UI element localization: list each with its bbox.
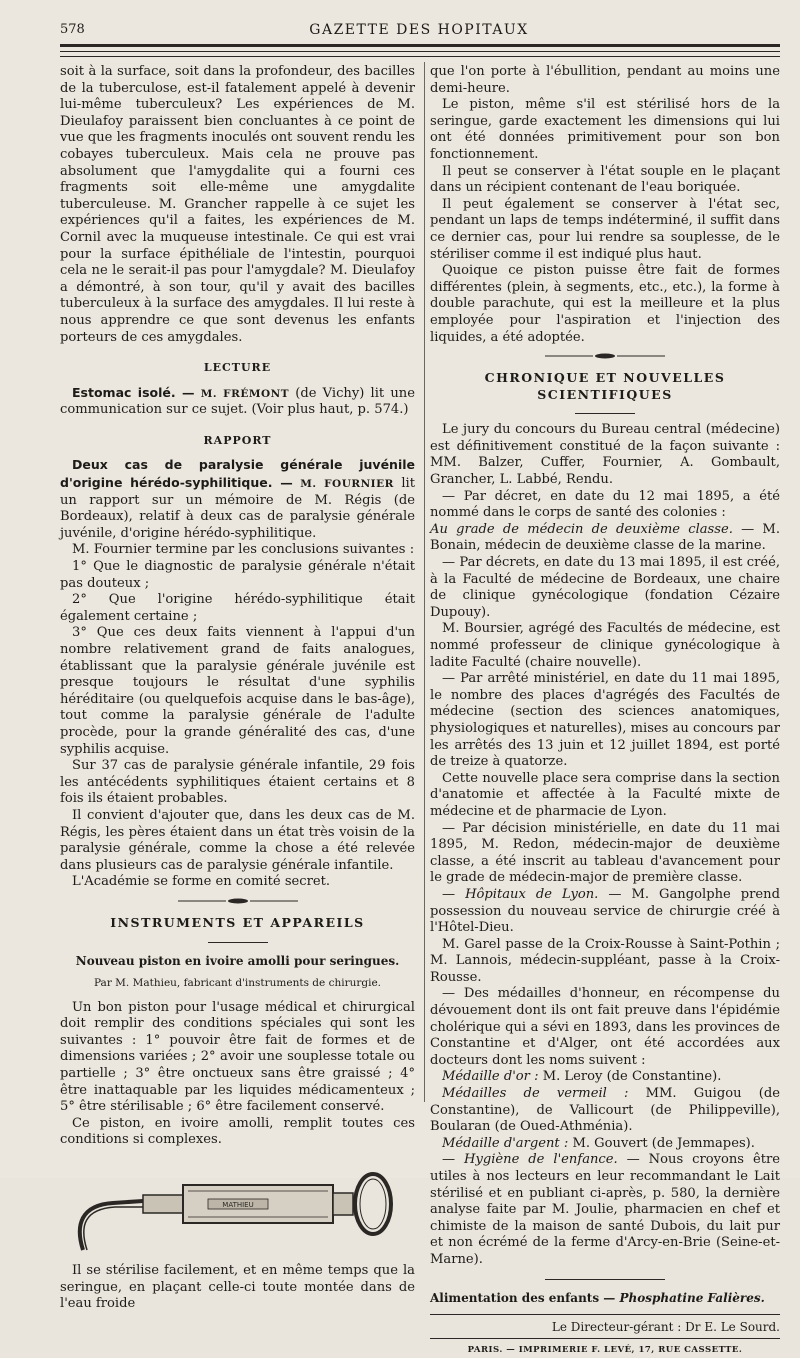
medaille-or-text: M. Leroy (de Constantine). bbox=[542, 1069, 722, 1085]
alimentation-italic: Phosphatine Falières. bbox=[619, 1290, 765, 1305]
rapport-lead: Deux cas de paralysie générale juvénile d'origine hérédo-syphilitique. — bbox=[60, 457, 415, 491]
paragraph-37-cas: Sur 37 cas de paralysie générale infantile, 29 fois les antécédents syphilitiques étaient certains et 8 fois ils étaient probables. bbox=[60, 758, 415, 807]
column-separator bbox=[424, 62, 425, 1102]
syringe-illustration bbox=[73, 1155, 403, 1255]
hygiene-italic: — Hygiène de l'enfance. — bbox=[442, 1152, 640, 1168]
hopitaux-text: M. Gangolphe prend possession du nouveau service de chirurgie créé à l'Hôtel-Dieu. bbox=[430, 886, 780, 936]
conclusion-1: 1° Que le diagnostic de paralysie générale n'était pas douteux ; bbox=[60, 559, 415, 591]
section-heading-instruments: INSTRUMENTS ET APPAREILS bbox=[110, 914, 365, 930]
paragraph-hopitaux-lyon bbox=[430, 887, 780, 937]
medaille-or-label: Médaille d'or : bbox=[442, 1069, 539, 1085]
left-column bbox=[60, 64, 415, 1313]
paragraph-formes: Quoique ce piston puisse être fait de formes différentes (plein, à segments, etc., etc.), la forme à double parachute, qui est la meilleure et la plus employée pour l'aspiration et l'injection des liquides, a été adoptée. bbox=[430, 263, 780, 345]
paragraph-decret-colonies: — Par décret, en date du 12 mai 1895, a été nommé dans le corps de santé des colonies : bbox=[430, 488, 780, 521]
medaille-argent-label: Médaille d'argent : bbox=[442, 1135, 569, 1151]
page-number: 578 bbox=[60, 22, 85, 37]
title-rule bbox=[208, 942, 268, 943]
directeur-gerant: Le Directeur-gérant : Dr E. Le Sourd. bbox=[551, 1320, 780, 1335]
paragraph-amygdales: soit à la surface, soit dans la profondeur, des bacilles de la tuberculose, est-il fatalement appelé à devenir lui-même tuberculeux? Les expériences de M. Dieulafoy paraissent bien concluantes à ce point de vue que les fragments inoculés ont souvent rendu les cobayes tuberculeux. Mais cela ne prouve pas absolument que l'amygdalite qui a fourni ces fragments soit elle-même une amygdalite tuberculeuse. M. Grancher rappelle à ce sujet les expériences qu'il a faites, les expériences de M. Cornil avec la muqueuse intestinale. Ce qui est vrai pour la surface épithéliale de l'intestin, pourquoi cela ne le serait-il pas pour l'amygdale? M. Dieulafoy a démontré, à son tour, qu'il y avait des bacilles tuberculeux à la surface des amygdales. Il lui reste à nous apprendre ce que sont devenus les enfants porteurs de ces amygdales. bbox=[60, 64, 415, 345]
footer-rule-2 bbox=[430, 1338, 780, 1339]
section-heading-lecture: LECTURE bbox=[203, 361, 272, 375]
lecture-lead: Estomac isolé. — bbox=[72, 384, 195, 400]
medaille-vermeil-text: MM. Guigou (de Constantine), de Vallicourt (de Philippeville), Boularan (de Oued-Athménia). bbox=[430, 1086, 780, 1135]
section-heading-chronique: CHRONIQUE ET NOUVELLES SCIENTIFIQUES bbox=[484, 370, 726, 402]
paragraph-ebullition: que l'on porte à l'ébullition, pendant au moins une demi-heure. bbox=[430, 64, 780, 96]
journal-title: GAZETTE DES HOPITAUX bbox=[309, 22, 529, 38]
ornament-divider-right bbox=[545, 352, 665, 360]
hopitaux-italic: — Hôpitaux de Lyon. — bbox=[442, 886, 622, 902]
hygiene-text: Nous croyons être utiles à nos lecteurs en leur recommandant le Lait stérilisé et en publiant ci-après, p. 580, la dernière analyse faite par M. Joulie, pharmacien en chef et chimiste de la maison de santé Dubois, du lait pur et non écrémé de la ferme d'Arcy-en-Brie (Seine-et-Marne). bbox=[430, 1152, 780, 1267]
page-header bbox=[60, 22, 778, 42]
paragraph-nouvelle-place: Cette nouvelle place sera comprise dans la section d'anatomie et affectée à la Faculté mixte de médecine et de pharmacie de Lyon. bbox=[430, 770, 780, 819]
paragraph-decision: — Par décision ministérielle, en date du 11 mai 1895, M. Redon, médecin-major de deuxième classe, a été inscrit au tableau d'avancement pour le grade de médecin-major de première classe. bbox=[430, 820, 780, 886]
paragraph-jury: Le jury du concours du Bureau central (médecine) est définitivement constitué de la façon suivante : MM. Balzer, Cuffer, Fournier, A. Gombault, Grancher, L. Labbé, Rendu. bbox=[430, 422, 780, 488]
paragraph-ivoire: Ce piston, en ivoire amolli, remplit toutes ces conditions si complexes. bbox=[60, 1115, 415, 1148]
medaille-argent bbox=[430, 1136, 780, 1153]
medaille-vermeil-label: Médailles de vermeil : bbox=[442, 1086, 629, 1102]
rapport-text: lit un rapport sur un mémoire de M. Régis (de Bordeaux), relatif à deux cas de paralysie générale juvénile, d'origine hérédo-syphilitique. bbox=[60, 476, 415, 541]
ornament-divider bbox=[178, 897, 298, 905]
imprint-line: PARIS. — IMPRIMERIE F. LEVÉ, 17, RUE CASSETTE. bbox=[467, 1344, 743, 1355]
paragraph-rapport bbox=[60, 457, 415, 542]
alimentation-lead: Alimentation des enfants — bbox=[430, 1290, 616, 1305]
rapport-author: M. FOURNIER bbox=[300, 478, 394, 491]
paragraph-decrets-bordeaux: — Par décrets, en date du 13 mai 1895, il est créé, à la Faculté de médecine de Bordeaux, une chaire de clinique gynécologique (fondation Cézaire Dupouy). bbox=[430, 555, 780, 620]
section-heading-rapport: RAPPORT bbox=[203, 433, 272, 447]
paragraph-medailles: — Des médailles d'honneur, en récompense du dévouement dont ils ont fait preuve dans l'épidémie cholérique qui a sévi en 1893, dans les provinces de Constantine et d'Alger, ont été accordées aux docteurs dont les noms suivent : bbox=[430, 986, 780, 1068]
medaille-vermeil bbox=[430, 1086, 780, 1136]
syringe-label: MATHIEU bbox=[221, 1201, 254, 1210]
paragraph-piston-sterilise: Le piston, même s'il est stérilisé hors de la seringue, garde exactement les dimensions qui lui ont été données primitivement pour son bon fonctionnement. bbox=[430, 97, 780, 162]
header-rule bbox=[60, 44, 780, 47]
article-title-piston: Nouveau piston en ivoire amolli pour seringues. bbox=[75, 953, 400, 968]
paragraph-hygiene bbox=[430, 1152, 780, 1268]
paragraph-grade bbox=[430, 522, 780, 555]
medaille-or bbox=[430, 1069, 780, 1086]
title-rule-right bbox=[575, 413, 635, 414]
alimentation-line bbox=[430, 1290, 780, 1307]
paragraph-usage: Un bon piston pour l'usage médical et chirurgical doit remplir des conditions spéciales qui sont les suivantes : 1° pouvoir être fait de formes et de dimensions variées ; 2° avoir une souplesse totale ou partielle ; 3° être onctueux sans être graissé ; 4° être inattaquable par les liquides médicamenteux ; 5° être stérilisable ; 6° être facilement conservé. bbox=[60, 999, 415, 1115]
paragraph-boursier: M. Boursier, agrégé des Facultés de médecine, est nommé professeur de clinique gynécologique à ladite Faculté (chaire nouvelle). bbox=[430, 621, 780, 670]
grade-italic: Au grade de médecin de deuxième classe. — bbox=[430, 521, 755, 537]
paragraph-convient: Il convient d'ajouter que, dans les deux cas de M. Régis, les pères étaient dans un état très voisin de la paralysie générale, comme la chose a été relevée dans plusieurs cas de paralysie générale infantile. bbox=[60, 807, 415, 873]
conclusion-2: 2° Que l'origine hérédo-syphilitique était également certaine ; bbox=[60, 592, 415, 624]
conclusion-3: 3° Que ces deux faits viennent à l'appui d'un nombre relativement grand de faits analogues, établissant que la paralysie générale juvénile est presque toujours le résultat d'une syphilis héréditaire (ou quelquefois acquise dans le bas-âge), tout comme la paralysie générale de l'adulte procède, pour la grande généralité des cas, d'une syphilis acquise. bbox=[60, 625, 415, 757]
paragraph-sterilise: Il se stérilise facilement, et en même temps que la seringue, en plaçant celle-ci toute montée dans de l'eau froide bbox=[60, 1263, 415, 1312]
paragraph-academie: L'Académie se forme en comité secret. bbox=[72, 874, 331, 890]
lecture-text: (de Vichy) lit une communication sur ce sujet. (Voir plus haut, p. 574.) bbox=[60, 385, 415, 418]
paragraph-lecture bbox=[60, 385, 415, 419]
header-rule-thin-2 bbox=[60, 56, 780, 57]
paragraph-conclusions: M. Fournier termine par les conclusions suivantes : bbox=[72, 542, 415, 558]
paragraph-garel: M. Garel passe de la Croix-Rousse à Saint-Pothin ; M. Lannois, médecin-suppléant, passe à la Croix-Rousse. bbox=[430, 936, 780, 985]
grade-text: M. Bonain, médecin de deuxième classe de la marine. bbox=[430, 521, 780, 554]
article-byline: Par M. Mathieu, fabricant d'instruments de chirurgie. bbox=[93, 977, 382, 990]
paragraph-arrete: — Par arrêté ministériel, en date du 11 mai 1895, le nombre des places d'agrégés des Facultés de médecine (section des sciences anatomiques, physiologiques et naturelles), mises au concours par les arrêtés des 13 juin et 12 juillet 1894, est porté de treize à quatorze. bbox=[430, 671, 780, 770]
paragraph-conserver: Il peut se conserver à l'état souple en le plaçant dans un récipient contenant de l'eau boriquée. bbox=[430, 163, 780, 196]
header-rule-thin bbox=[60, 51, 780, 52]
paragraph-etat-sec: Il peut également se conserver à l'état sec, pendant un laps de temps indéterminé, il suffit dans ce dernier cas, pour lui rendre sa souplesse, de le stériliser comme il est indiqué plus haut. bbox=[430, 196, 780, 262]
medaille-argent-text: M. Gouvert (de Jemmapes). bbox=[572, 1135, 755, 1151]
right-column bbox=[430, 64, 780, 1358]
divider-alimentation bbox=[545, 1279, 665, 1280]
lecture-author: M. FRÉMONT bbox=[200, 387, 290, 400]
footer-rule bbox=[430, 1314, 780, 1315]
